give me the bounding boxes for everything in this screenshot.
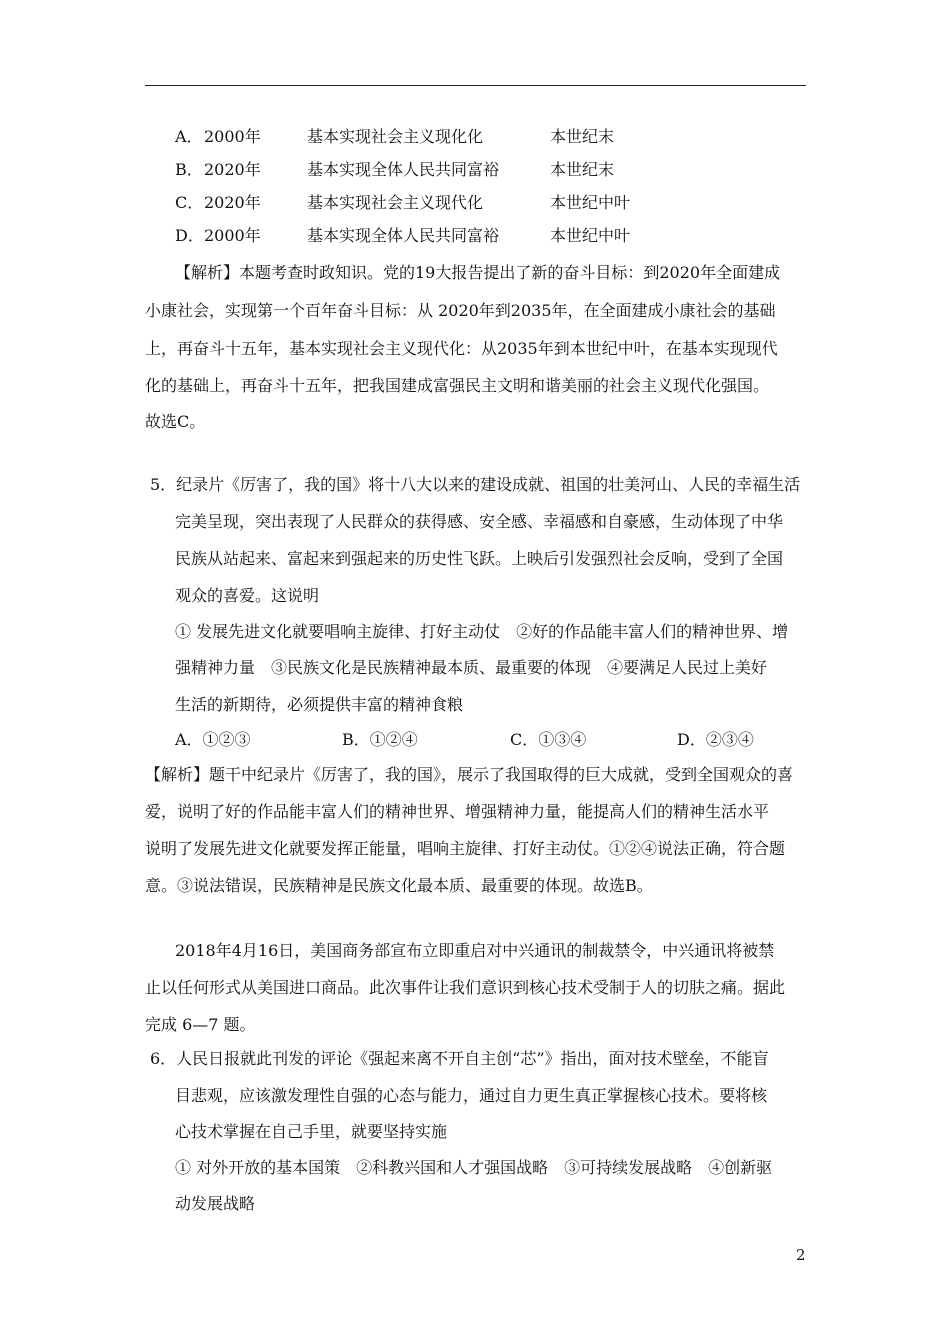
analysis-line: 故选C。: [145, 412, 206, 431]
option-letter: A．: [175, 127, 203, 146]
analysis-line: 爱，说明了好的作品能丰富人们的精神世界、增强精神力量，能提高人们的精神生活水平: [145, 802, 770, 821]
question-line: 民族从站起来、富起来到强起来的历史性飞跃。上映后引发强烈社会反响，受到了全国: [175, 549, 784, 568]
choice-c: C．①③④: [510, 730, 587, 749]
option-letter: B．: [175, 160, 203, 179]
choice-a: A．①②③: [175, 730, 251, 749]
analysis-line: 【解析】题干中纪录片《厉害了，我的国》，展示了我国取得的巨大成就，受到全国观众的喜: [145, 765, 794, 784]
material-line: 2018年4月16日，美国商务部宣布立即重启对中兴通讯的制裁禁令，中兴通讯将被禁: [175, 941, 775, 960]
question-line: 目悲观，应该激发理性自强的心态与能力，通过自力更生真正掌握核心技术。要将核: [175, 1086, 768, 1105]
option-time: 本世纪末: [550, 160, 615, 179]
statement-line: ① 发展先进文化就要唱响主旋律、打好主动仗 ②好的作品能丰富人们的精神世界、增: [175, 622, 789, 641]
material-line: 止以任何形式从美国进口商品。此次事件让我们意识到核心技术受制于人的切肤之痛。据此: [145, 978, 786, 997]
header-rule: [145, 85, 806, 86]
option-time: 本世纪中叶: [550, 226, 631, 245]
analysis-line: 上，再奋斗十五年，基本实现社会主义现代化：从2035年到本世纪中叶，在基本实现现代: [145, 339, 778, 358]
option-time: 本世纪末: [550, 127, 615, 146]
question-line: 观众的喜爱。这说明: [175, 586, 320, 605]
option-goal: 基本实现全体人民共同富裕: [307, 160, 500, 179]
statement-line: 生活的新期待，必须提供丰富的精神食粮: [175, 695, 464, 714]
option-year: 2000年: [204, 127, 261, 146]
page-number: 2: [796, 1246, 806, 1264]
analysis-line: 意。③说法错误，民族精神是民族文化最本质、最重要的体现。故选B。: [145, 876, 653, 895]
option-goal: 基本实现社会主义现代化: [307, 193, 484, 212]
analysis-line: 【解析】本题考查时政知识。党的19大报告提出了新的奋斗目标：到2020年全面建成: [175, 263, 781, 282]
statement-line: 强精神力量 ③民族文化是民族精神最本质、最重要的体现 ④要满足人民过上美好: [175, 658, 768, 677]
question-line: 6．人民日报就此刊发的评论《强起来离不开自主创“芯”》指出，面对技术壁垒，不能盲: [150, 1049, 769, 1068]
choice-b: B．①②④: [342, 730, 418, 749]
option-letter: C．: [175, 193, 204, 212]
analysis-line: 化的基础上，再奋斗十五年，把我国建成富强民主文明和谐美丽的社会主义现代化强国。: [145, 376, 770, 395]
question-line: 心技术掌握在自己手里，就要坚持实施: [175, 1122, 448, 1141]
statement-line: 动发展战略: [175, 1194, 256, 1213]
analysis-line: 小康社会，实现第一个百年奋斗目标：从 2020年到2035年，在全面建成小康社会的基础: [145, 301, 776, 320]
question-line: 完美呈现，突出表现了人民群众的获得感、安全感、幸福感和自豪感，生动体现了中华: [175, 512, 784, 531]
option-year: 2020年: [204, 193, 261, 212]
analysis-line: 说明了发展先进文化就要发挥正能量，唱响主旋律、打好主动仗。①②④说法正确，符合题: [145, 839, 786, 858]
statement-line: ① 对外开放的基本国策 ②科教兴国和人才强国战略 ③可持续发展战略 ④创新驱: [175, 1158, 773, 1177]
option-letter: D．: [175, 226, 204, 245]
option-year: 2000年: [204, 226, 261, 245]
option-time: 本世纪中叶: [550, 193, 631, 212]
material-line: 完成 6—7 题。: [145, 1015, 256, 1034]
option-goal: 基本实现全体人民共同富裕: [307, 226, 500, 245]
option-goal: 基本实现社会主义现化化: [307, 127, 484, 146]
option-year: 2020年: [204, 160, 261, 179]
question-line: 5．纪录片《厉害了，我的国》将十八大以来的建设成就、祖国的壮美河山、人民的幸福生活: [150, 475, 801, 494]
choice-d: D．②③④: [677, 730, 754, 749]
